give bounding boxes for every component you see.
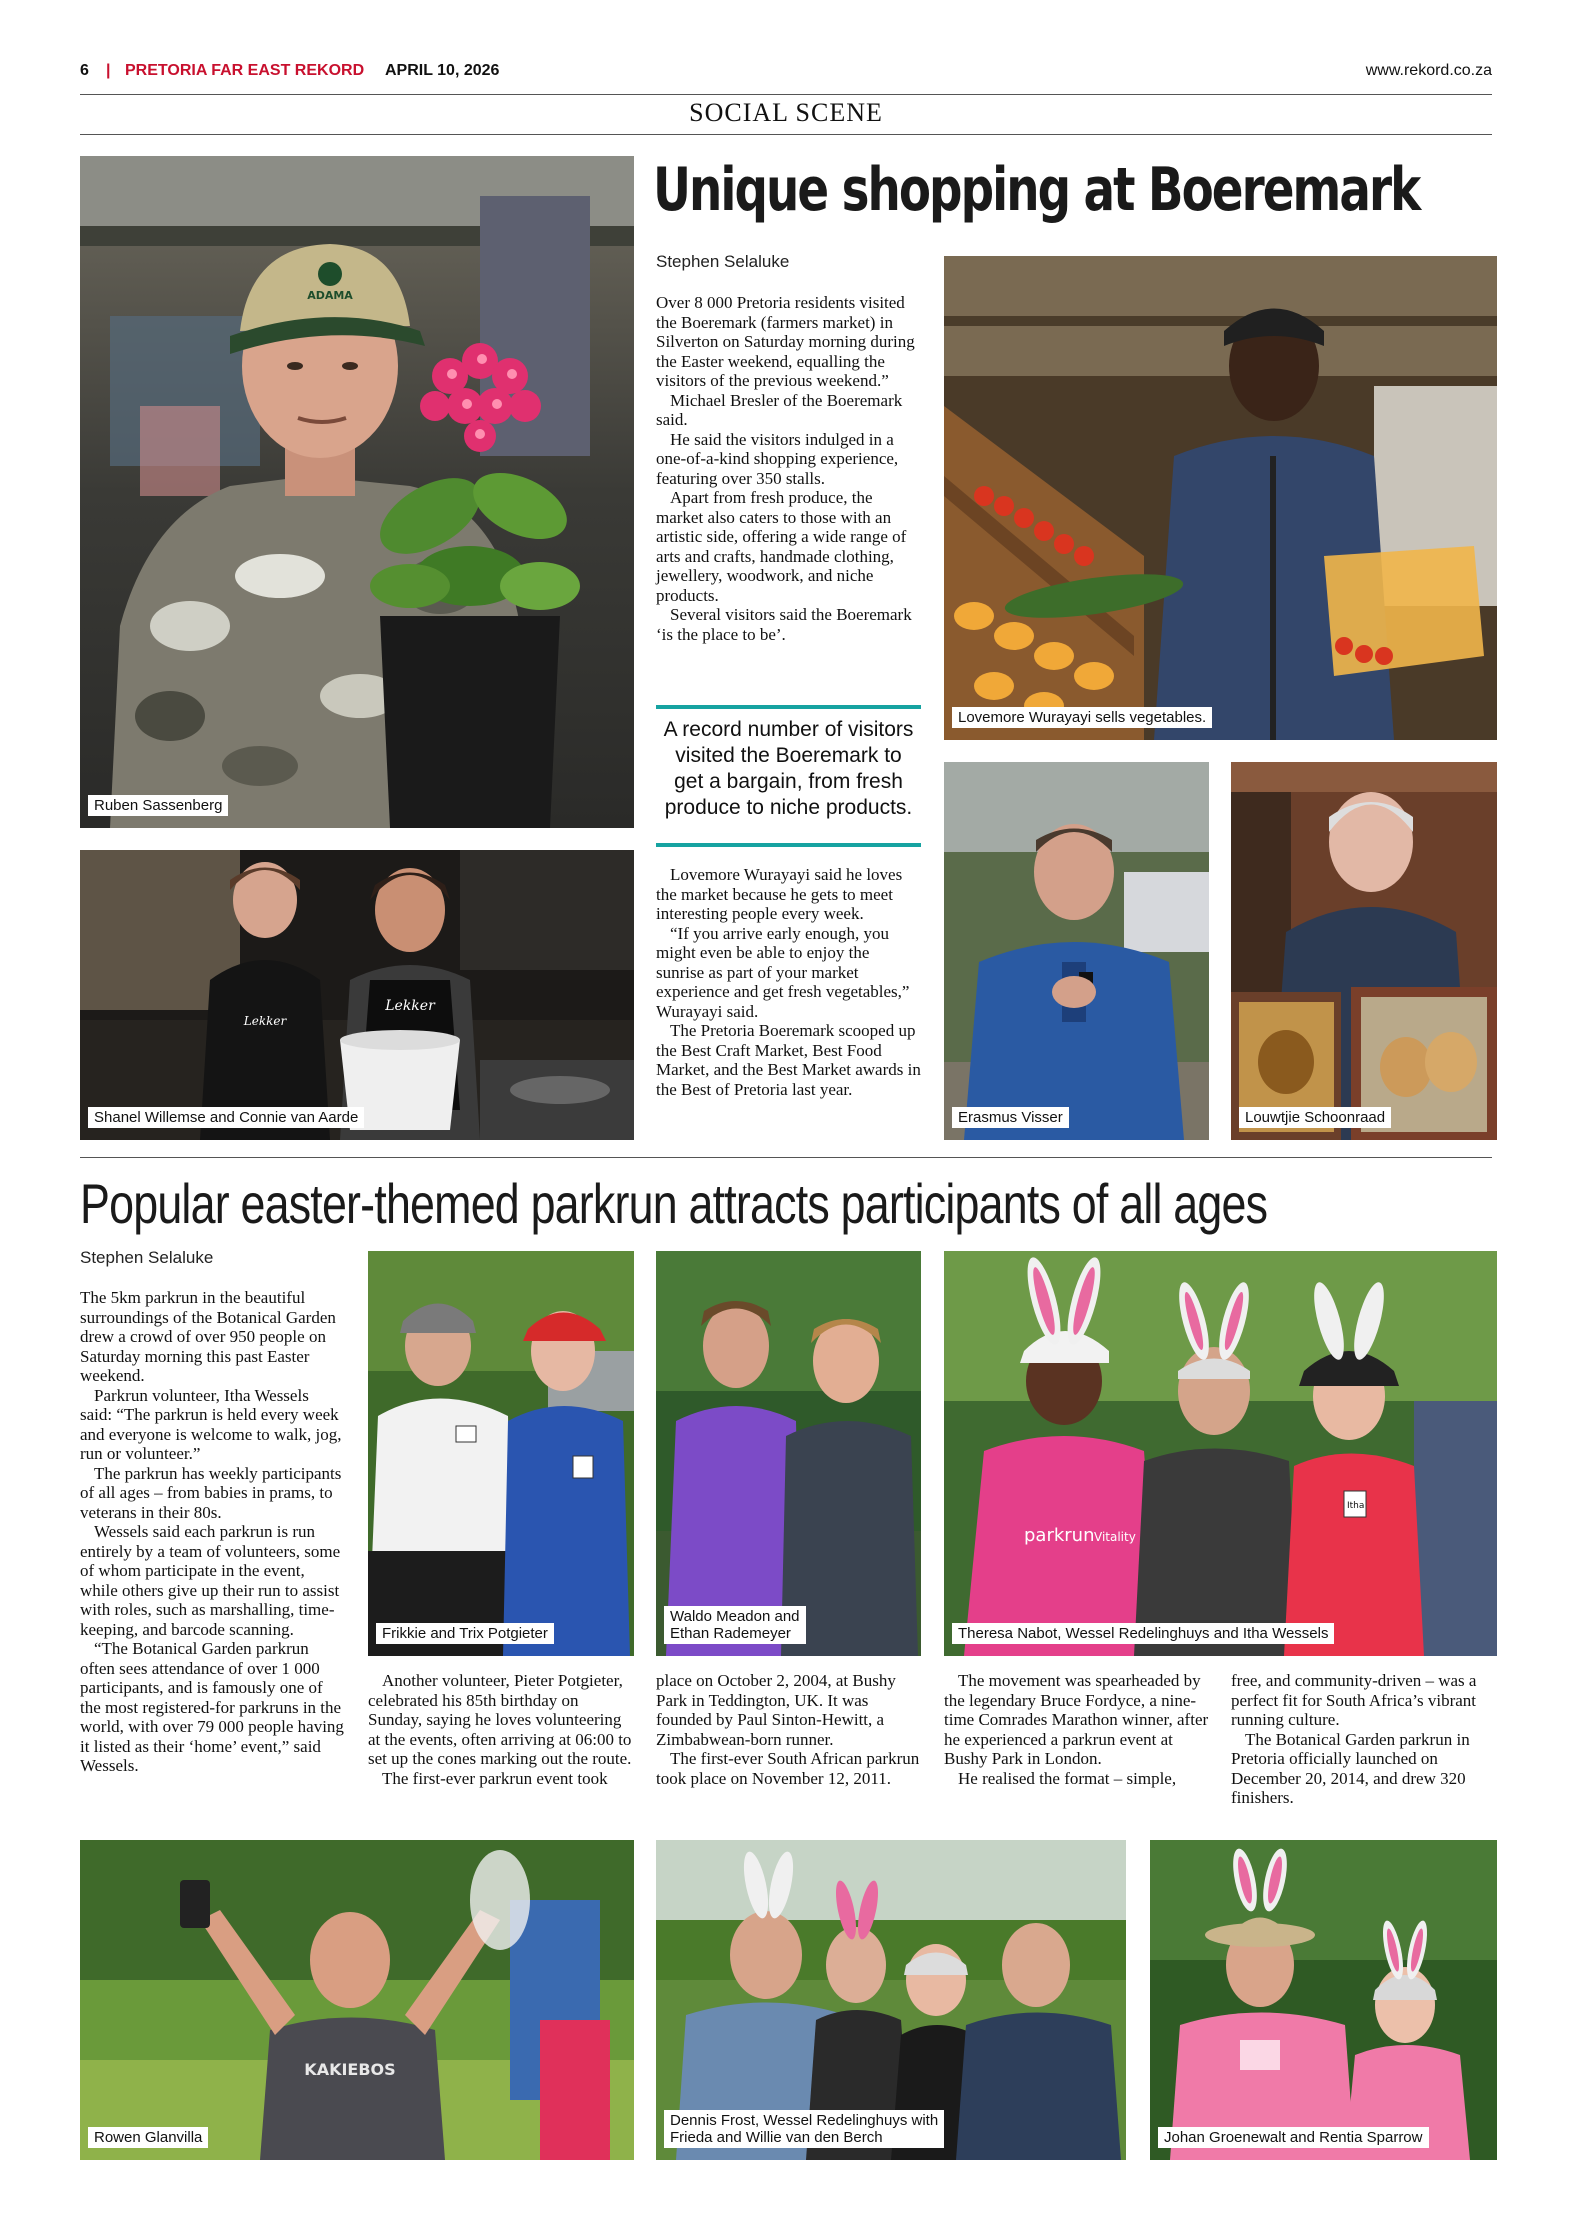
svg-text:Lekker: Lekker xyxy=(243,1014,287,1028)
vest-parkrun-text: parkrun xyxy=(1024,1525,1095,1546)
louwtjie-scene xyxy=(1231,762,1497,1140)
article1-col1b xyxy=(656,865,921,1099)
para: Parkrun volunteer, Itha Wessels said: “The parkrun is held every week and everyone is welcome to walk, jog, run or volunteer.” xyxy=(80,1385,342,1463)
byline-article1: Stephen Selaluke xyxy=(656,252,790,271)
caption-erasmus: Erasmus Visser xyxy=(952,1107,1069,1128)
caption-line: Frieda and Willie van den Berch xyxy=(670,2129,883,2146)
section-title: SOCIAL SCENE xyxy=(689,98,883,127)
header-separator: | xyxy=(106,62,111,79)
para: Another volunteer, Pieter Potgieter, celebrated his 85th birthday on Sunday, saying he loves volunteering at the events, often arriving at 06:00 to set up the cones marking out the route. xyxy=(368,1671,632,1768)
photo-frikkie-trix xyxy=(368,1251,634,1656)
caption-rowen: Rowen Glanvilla xyxy=(88,2127,208,2148)
article2-col1 xyxy=(80,1288,345,1776)
caption-dennis xyxy=(664,2110,944,2148)
para: Lovemore Wurayayi said he loves the market because he gets to meet interesting people every week. xyxy=(656,865,903,923)
rowen-scene xyxy=(80,1840,634,2160)
para: The first-ever parkrun event took xyxy=(382,1768,608,1788)
photo-dennis-group xyxy=(656,1840,1126,2160)
para: The Pretoria Boeremark scooped up the Best Craft Market, Best Food Market, and the Best Market awards in the Best of Pretoria last year. xyxy=(656,1021,921,1099)
caption-johan: Johan Groenewalt and Rentia Sparrow xyxy=(1158,2127,1429,2148)
caption-shanel: Shanel Willemse and Connie van Aarde xyxy=(88,1107,364,1128)
caption-line: Dennis Frost, Wessel Redelinghuys with xyxy=(670,2112,939,2129)
page-header xyxy=(80,62,1492,86)
photo-theresa-wessel-itha xyxy=(944,1251,1497,1656)
photo-rowen xyxy=(80,1840,634,2160)
para: He said the visitors indulged in a one-of-a-kind shopping experience, featuring over 350 stalls. xyxy=(656,429,899,488)
caption-frikkie: Frikkie and Trix Potgieter xyxy=(376,1623,554,1644)
pull-quote: A record number of visitors visited the Boeremark to get a bargain, from fresh produce to niche products. xyxy=(656,705,921,847)
para: place on October 2, 2004, at Bushy Park in Teddington, UK. It was founded by Paul Sinton-Hewitt, a Zimbabwean-born runner. xyxy=(656,1671,896,1749)
cap-logo-text: ADAMA xyxy=(307,289,353,302)
frikkie-trix-scene xyxy=(368,1251,634,1656)
photo-louwtjie xyxy=(1231,762,1497,1140)
photo-shanel-connie xyxy=(80,850,634,1140)
para: The movement was spearheaded by the legendary Bruce Fordyce, a nine-time Comrades Marathon winner, after he experienced a parkrun event at Bushy Park in London. xyxy=(944,1671,1209,1768)
para: “The Botanical Garden parkrun often sees attendance of over 1 000 participants, and is famously one of the most registered-for parkruns in the world, with over 79 000 people having it listed as their ‘home’ event,” said Wessels. xyxy=(80,1639,344,1775)
waldo-ethan-scene xyxy=(656,1251,921,1656)
header-rule xyxy=(80,94,1492,95)
issue-date: APRIL 10, 2026 xyxy=(385,62,500,79)
photo-waldo-ethan xyxy=(656,1251,921,1656)
article1-col1 xyxy=(656,293,921,644)
section-rule xyxy=(80,134,1492,135)
byline-article2: Stephen Selaluke xyxy=(80,1248,214,1267)
caption-line: Ethan Rademeyer xyxy=(670,1625,791,1642)
caption-ruben: Ruben Sassenberg xyxy=(88,795,228,816)
para: Apart from fresh produce, the market also caters to those with an artistic side, offering a wide range of arts and crafts, handmade clothing, jewellery, woodwork, and niche products. xyxy=(656,488,907,605)
food-stall-scene xyxy=(80,850,634,1140)
article-divider xyxy=(80,1157,1492,1158)
para: The Botanical Garden parkrun in Pretoria officially launched on December 20, 2014, and drew 320 finishers. xyxy=(1231,1729,1470,1807)
apron-text: Lekker xyxy=(385,998,435,1014)
caption-waldo xyxy=(664,1606,806,1644)
website-link[interactable]: www.rekord.co.za xyxy=(1365,62,1492,79)
photo-erasmus xyxy=(944,762,1209,1140)
para: Several visitors said the Boeremark ‘is the place to be’. xyxy=(656,605,912,644)
shirt-text: KAKIEBOS xyxy=(304,2060,396,2079)
vest-vitality-text: Vitality xyxy=(1094,1530,1136,1544)
para: Over 8 000 Pretoria residents visited the Boeremark (farmers market) in Silverton on Saturday morning during the Easter weekend, equalling the visitors of the previous weekend.” xyxy=(656,293,915,390)
headline-boeremark: Unique shopping at Boeremark xyxy=(653,155,1420,225)
caption-louwtjie: Louwtjie Schoonraad xyxy=(1239,1107,1391,1128)
photo-ruben-sassenberg xyxy=(80,156,634,828)
photo-johan-rentia xyxy=(1150,1840,1497,2160)
para: Wessels said each parkrun is run entirely by a team of volunteers, some of whom participate in the event, while others give up their run to assist with roles, such as marshalling, time-keeping, and barcode scanning. xyxy=(80,1522,341,1639)
article2-col4 xyxy=(944,1671,1209,1788)
para: The parkrun has weekly participants of all ages – from babies in prams, to veterans in their 80s. xyxy=(80,1463,342,1522)
paper-name: PRETORIA FAR EAST REKORD xyxy=(125,62,365,79)
erasmus-scene xyxy=(944,762,1209,1140)
name-tag-text: Itha xyxy=(1347,1501,1365,1511)
photo-lovemore xyxy=(944,256,1497,740)
caption-theresa: Theresa Nabot, Wessel Redelinghuys and Itha Wessels xyxy=(952,1623,1334,1644)
para: Michael Bresler of the Boeremark said. xyxy=(656,390,903,429)
caption-lovemore: Lovemore Wurayayi sells vegetables. xyxy=(952,707,1212,728)
para: “If you arrive early enough, you might even be able to enjoy the sunrise as part of your market experience and get fresh vegetables,” Wurayayi said. xyxy=(656,923,910,1021)
para: The 5km parkrun in the beautiful surroundings of the Botanical Garden drew a crowd of over 950 people on Saturday morning this past Easter weekend. xyxy=(80,1288,336,1385)
market-flower-scene xyxy=(80,156,634,828)
article2-col2 xyxy=(368,1671,634,1788)
headline-parkrun: Popular easter-themed parkrun attracts participants of all ages xyxy=(80,1172,1268,1235)
article2-col3 xyxy=(656,1671,921,1788)
caption-line: Waldo Meadon and xyxy=(670,1608,800,1625)
easter-bunny-ears-scene xyxy=(944,1251,1497,1656)
para: The first-ever South African parkrun took place on November 12, 2011. xyxy=(656,1749,920,1788)
vegetable-stall-scene xyxy=(944,256,1497,740)
para: free, and community-driven – was a perfect fit for South Africa’s vibrant running culture. xyxy=(1231,1671,1477,1729)
johan-rentia-scene xyxy=(1150,1840,1497,2160)
article2-col5 xyxy=(1231,1671,1497,1808)
para: He realised the format – simple, xyxy=(958,1768,1177,1788)
page-number: 6 xyxy=(80,62,89,79)
